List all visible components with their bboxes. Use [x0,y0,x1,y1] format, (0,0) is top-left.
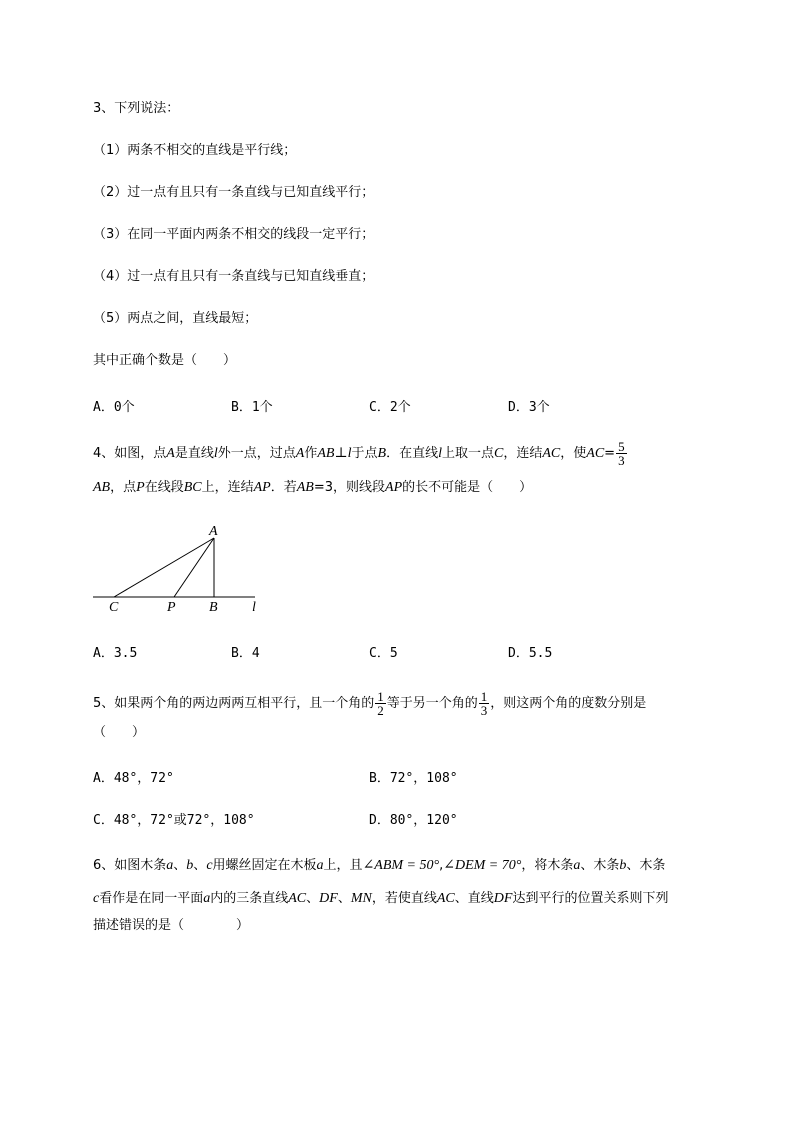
q6-var: DF [493,891,513,906]
q6-var: b [186,858,194,873]
q6-text: ，将木条 [521,858,574,873]
q6-var: b [619,858,627,873]
q4-option-a: A．3.5 [93,646,138,661]
q6-stem-line2 [93,890,668,908]
q5-stem-line2: （ ） [93,725,146,740]
q4-text: 4、如图，点 [93,446,167,461]
q3-option-c: C．2个 [369,400,411,415]
q4-var: A [295,446,305,461]
segment-ac [114,538,214,597]
q4-fraction [616,440,627,467]
q4-var: BC [183,480,202,495]
segment-ap [174,538,214,597]
q4-text: 上取一点 [442,446,495,461]
q4-option-c: C．5 [369,646,398,661]
q4-stem-line2 [93,479,532,497]
q4-text: 在线段 [144,480,184,495]
q4-var: AP [253,480,271,495]
q3-option-a: A．0个 [93,400,135,415]
q4-text: 外一点，过点 [217,446,296,461]
q4-text: ．在直线 [386,446,439,461]
q4-var: A [166,446,175,461]
q4-fraction-num: 5 [618,439,625,454]
q4-stem-line1 [93,440,628,467]
q4-text: 于点 [351,446,378,461]
q5-text: 5、如果两个角的两边两两互相平行，且一个角的 [93,696,375,711]
q4-var: AB [296,480,314,495]
q4-text: ，使 [560,446,587,461]
q5-fraction-1 [375,690,386,717]
q6-text: 内的三条直线 [210,891,289,906]
q4-text: ．若 [270,480,297,495]
q5-option-a: A．48°，72° [93,771,174,786]
q4-geometry-figure [90,522,270,617]
q4-fraction-den: 3 [618,453,625,468]
q6-var: c [93,891,100,906]
q4-var: l [213,446,218,461]
q4-var: C [494,446,504,461]
q4-option-d: D．5.5 [508,646,553,661]
q6-var: AC [288,891,307,906]
label-b: B [209,600,218,615]
q3-item-3: （3）在同一平面内两条不相交的线段一定平行； [93,227,375,242]
q6-var: c [206,858,213,873]
q5-option-b: B．72°，108° [369,771,458,786]
q4-text: 的长不可能是（ ） [402,480,533,495]
q6-text: 、直线 [454,891,494,906]
q5-stem-line1 [93,690,646,717]
q6-text: 看作是在同一平面 [99,891,204,906]
q6-var: a [573,858,581,873]
q5-fraction-2-den: 3 [480,703,488,718]
q3-item-4: （4）过一点有且只有一条直线与已知直线垂直； [93,269,375,284]
q3-item-2: （2）过一点有且只有一条直线与已知直线平行； [93,185,375,200]
q4-text: 是直线 [174,446,214,461]
q4-var: B [377,446,387,461]
q6-text: 、 [337,891,351,906]
q4-var: AC [542,446,561,461]
q6-text: 、 [173,858,187,873]
q6-var: AC [436,891,455,906]
q5-option-d: D．80°，120° [369,813,458,828]
q6-var: DF [319,891,338,906]
q6-angle: ∠ABM = 50° [362,858,440,873]
q5-option-c: C．48°，72°或72°，108° [93,813,255,828]
q4-option-b: B．4 [231,646,260,661]
q3-question: 其中正确个数是（ ） [93,353,237,368]
q5-text: ，则这两个角的度数分别是 [490,696,647,711]
q6-stem-line3: 描述错误的是（ ） [93,918,250,933]
q4-text: ，连结 [503,446,543,461]
q3-stem: 3、下列说法： [93,101,180,116]
q6-text: , [439,858,444,873]
q6-text: 、 [306,891,320,906]
q3-option-b: B．1个 [231,400,273,415]
q4-var: P [136,480,145,495]
q4-var: AC [586,446,605,461]
q4-text: = [604,446,616,461]
q6-var: a [166,858,174,873]
q3-item-5: （5）两点之间，直线最短； [93,311,258,326]
q6-text: 达到平行的位置关系则下列 [512,891,669,906]
q6-var: MN [350,891,372,906]
q5-fraction-2-num: 1 [480,689,488,704]
q5-fraction-1-num: 1 [377,689,384,704]
q6-text: 上，且 [323,858,363,873]
q4-text: 上，连结 [201,480,254,495]
q6-text: 、木条 [580,858,620,873]
q6-text: 6、如图木条 [93,858,167,873]
q5-fraction-2 [479,690,490,717]
q5-text: 等于另一个角的 [386,696,478,711]
q4-text: ，点 [110,480,137,495]
q6-stem-line1 [93,857,665,875]
q6-text: ，若使直线 [371,891,437,906]
label-p: P [167,600,176,615]
q6-var: a [316,858,324,873]
q6-angle: ∠DEM = 70° [443,858,522,873]
q6-text: 用螺丝固定在木板 [212,858,317,873]
q4-text: 作 [304,446,318,461]
label-l: l [252,600,256,615]
label-c: C [109,600,119,615]
label-a: A [209,524,218,539]
q5-fraction-1-den: 2 [377,703,384,718]
q4-text: =3，则线段 [313,480,386,495]
q6-var: a [203,891,211,906]
q3-item-1: （1）两条不相交的直线是平行线； [93,143,297,158]
q4-var: AP [385,480,403,495]
q6-text: 、木条 [626,858,666,873]
q4-var: AB [93,480,111,495]
q3-option-d: D．3个 [508,400,550,415]
q6-text: 、 [193,858,207,873]
q4-var: AB⊥l [317,446,352,461]
q4-var: l [438,446,442,461]
